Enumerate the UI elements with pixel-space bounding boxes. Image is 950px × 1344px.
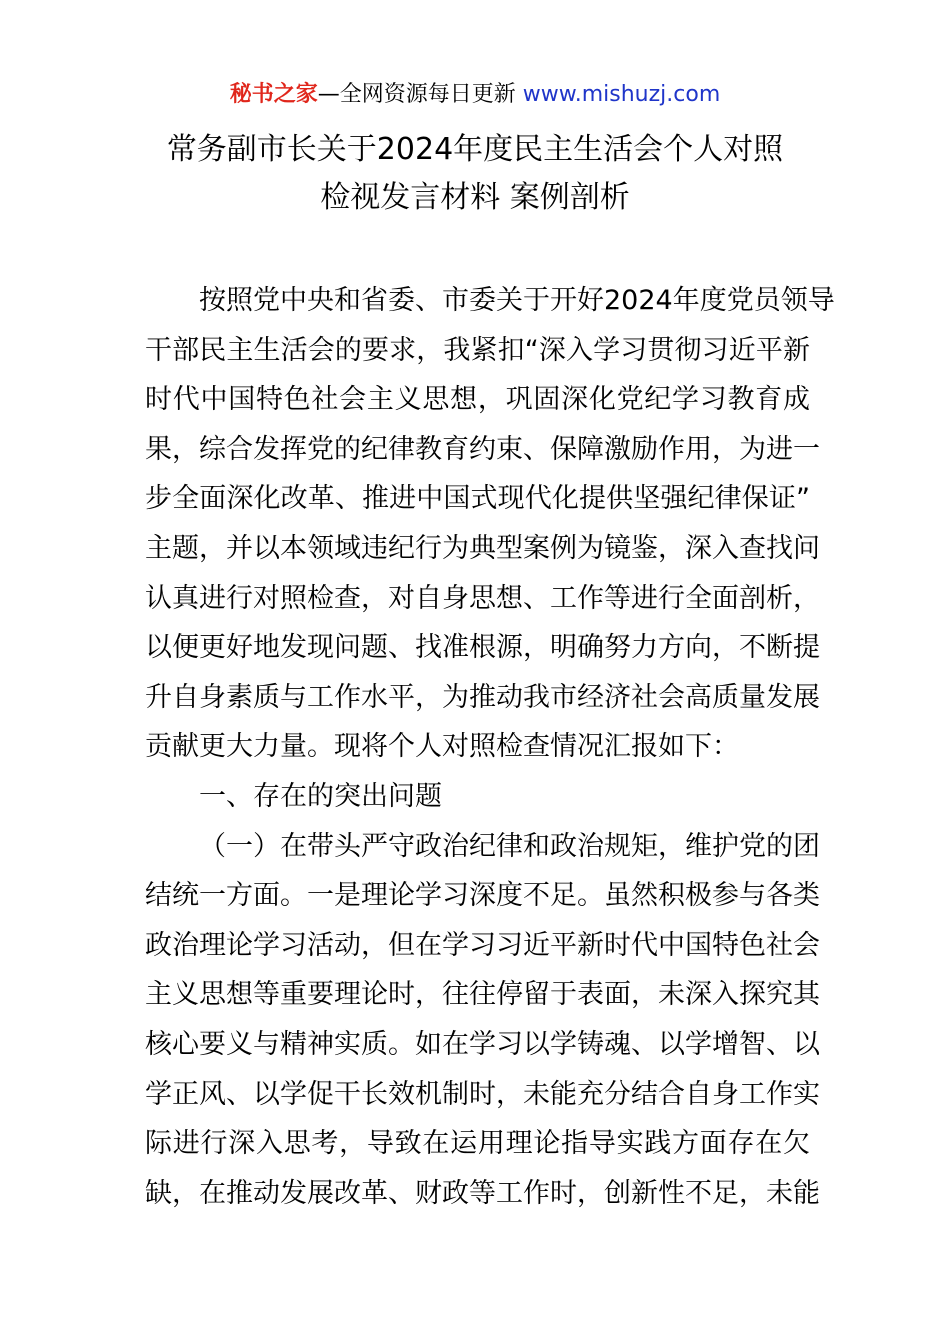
paragraph-line: 时代中国特色社会主义思想，巩固深化党纪学习教育成 [145, 384, 810, 416]
paragraph-line: 贡献更大力量。现将个人对照检查情况汇报如下： [145, 731, 739, 763]
paragraph-line: 主义思想等重要理论时，往往停留于表面，未深入探究其 [145, 979, 820, 1011]
paragraph-line: 认真进行对照检查，对自身思想、工作等进行全面剖析， [145, 582, 820, 614]
paragraph-line: 学正风、以学促干长效机制时，未能充分结合自身工作实 [145, 1078, 820, 1110]
paragraph-line: 缺，在推动发展改革、财政等工作时，创新性不足，未能 [145, 1177, 820, 1209]
paragraph-line: 按照党中央和省委、市委关于开好2024年度党员领导 [199, 285, 835, 316]
paragraph-line: 干部民主生活会的要求，我紧扣“深入学习贯彻习近平新 [145, 334, 810, 366]
section-heading: 一、存在的突出问题 [199, 780, 442, 812]
brand-name: 秘书之家 [229, 82, 318, 107]
paragraph-line: （一）在带头严守政治纪律和政治规矩，维护党的团 [199, 830, 820, 862]
paragraph-line: 步全面深化改革、推进中国式现代化提供坚强纪律保证” [145, 483, 810, 515]
document-title-line-1: 常务副市长关于2024年度民主生活会个人对照 [166, 132, 784, 167]
site-link[interactable]: www.mishuzj.com [522, 82, 721, 107]
paragraph-line: 结统一方面。一是理论学习深度不足。虽然积极参与各类 [145, 880, 820, 912]
paragraph-line: 果，综合发挥党的纪律教育约束、保障激励作用，为进一 [145, 433, 820, 465]
paragraph-line: 主题，并以本领域违纪行为典型案例为镜鉴，深入查找问 [145, 532, 820, 564]
document-body [145, 276, 835, 1218]
paragraph-line: 核心要义与精神实质。如在学习以学铸魂、以学增智、以 [145, 1028, 820, 1060]
paragraph-line: 际进行深入思考，导致在运用理论指导实践方面存在欠 [145, 1128, 810, 1160]
paragraph-line: 政治理论学习活动，但在学习习近平新时代中国特色社会 [145, 929, 820, 961]
header-tagline: —全网资源每日更新 [317, 82, 516, 107]
paragraph-line: 以便更好地发现问题、找准根源，明确努力方向，不断提 [145, 632, 820, 664]
paragraph-line: 升自身素质与工作水平，为推动我市经济社会高质量发展 [145, 681, 820, 713]
watermark-header [0, 80, 950, 110]
document-title-line-2: 检视发言材料 案例剖析 [320, 180, 630, 215]
